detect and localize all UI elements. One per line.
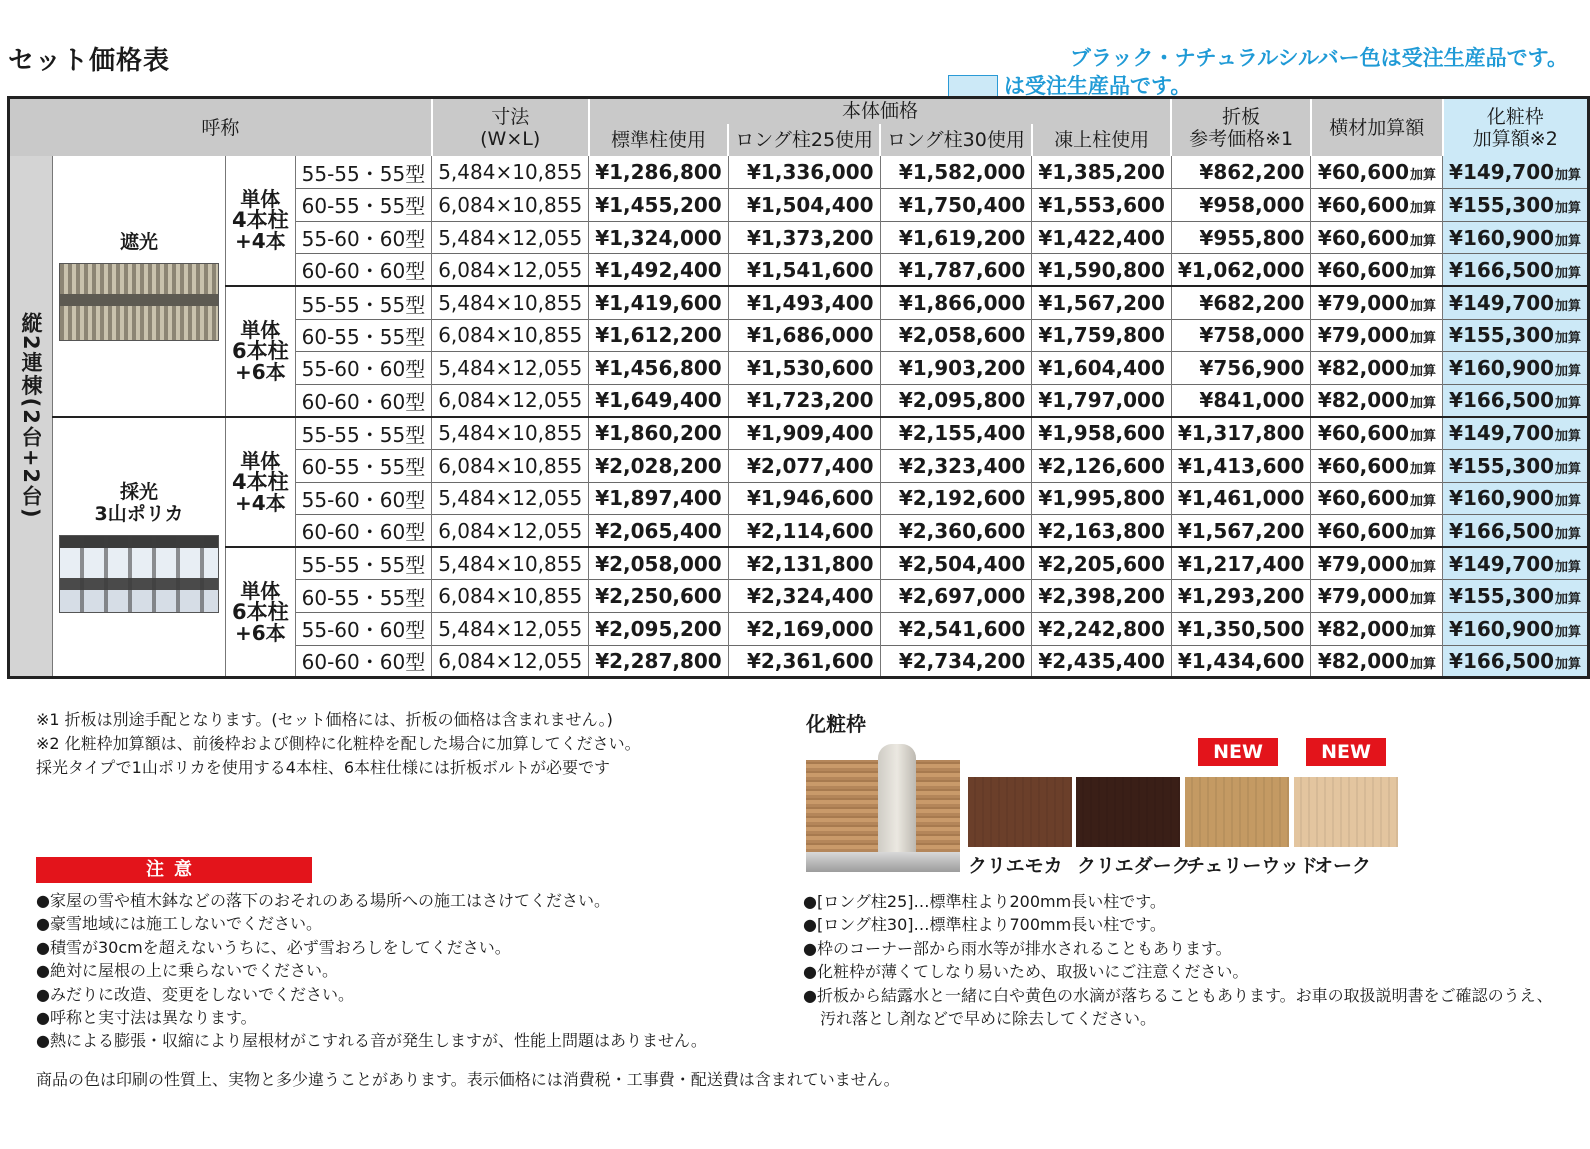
price-frost-cell: ¥1,553,600 <box>1032 189 1172 222</box>
post-config-line: 6本柱 <box>232 339 289 364</box>
header-orita-l2: 参考価格※1 <box>1189 127 1294 150</box>
post-config-line: 単体 <box>240 318 281 343</box>
footnote-1: ※1 折板は別途手配となります。(セット価格には、折板の価格は含まれません。) <box>36 710 613 729</box>
kasan-label: 加算 <box>1555 299 1582 315</box>
kesho-add-cell <box>1443 156 1589 189</box>
kesho-add-value: ¥155,300 <box>1449 192 1555 217</box>
price-orita-cell: ¥1,350,500 <box>1171 612 1311 645</box>
price-frost-cell: ¥2,398,200 <box>1032 580 1172 613</box>
price-long30-cell: ¥2,360,600 <box>880 515 1032 548</box>
swatch-label: オーク <box>1314 855 1372 877</box>
bto-color-swatch <box>948 75 998 97</box>
price-std-cell: ¥2,065,400 <box>589 515 729 548</box>
bto-note-line1: ブラック・ナチュラルシルバー色は受注生産品です。 <box>1069 46 1568 70</box>
price-orita-cell: ¥756,900 <box>1171 352 1311 385</box>
price-frost-cell: ¥1,958,600 <box>1032 417 1172 450</box>
price-long25-cell: ¥1,530,600 <box>728 352 880 385</box>
kasan-label: 加算 <box>1555 624 1582 640</box>
price-long30-cell: ¥1,582,000 <box>880 156 1032 189</box>
kasan-label: 加算 <box>1410 559 1437 575</box>
footnotes <box>36 708 641 780</box>
price-long25-cell: ¥2,324,400 <box>728 580 880 613</box>
price-frost-cell: ¥2,126,600 <box>1032 449 1172 482</box>
kasan-label: 加算 <box>1410 494 1437 510</box>
price-long30-cell: ¥1,619,200 <box>880 221 1032 254</box>
frame-corner-image <box>806 744 960 872</box>
kasan-label: 加算 <box>1555 265 1582 281</box>
price-long25-cell: ¥2,361,600 <box>728 645 880 678</box>
price-orita-cell: ¥958,000 <box>1171 189 1311 222</box>
kasan-label: 加算 <box>1555 396 1582 412</box>
size-cell: 5,484×10,855 <box>432 417 589 450</box>
frame-note: ●枠のコーナー部から雨水等が排水されることもあります。 <box>803 938 1232 958</box>
price-std-cell: ¥1,324,000 <box>589 221 729 254</box>
yoko-add-value: ¥60,600 <box>1317 225 1410 250</box>
price-long30-cell: ¥1,787,600 <box>880 254 1032 287</box>
price-frost-cell: ¥1,567,200 <box>1032 286 1172 319</box>
post-config-cell <box>226 286 296 416</box>
yoko-add-cell <box>1312 417 1443 450</box>
header-kesho <box>1443 98 1589 157</box>
price-long25-cell: ¥1,541,600 <box>728 254 880 287</box>
size-cell: 6,084×12,055 <box>432 515 589 548</box>
post-config-line: +6本 <box>234 620 286 645</box>
yoko-add-cell <box>1312 189 1443 222</box>
kasan-label: 加算 <box>1555 363 1582 379</box>
model-cell: 55-55・55型 <box>295 417 432 450</box>
price-frost-cell: ¥1,604,400 <box>1032 352 1172 385</box>
price-long30-cell: ¥2,155,400 <box>880 417 1032 450</box>
kasan-label: 加算 <box>1555 559 1582 575</box>
price-frost-cell: ¥2,435,400 <box>1032 645 1172 678</box>
price-long30-cell: ¥2,734,200 <box>880 645 1032 678</box>
roof-type-cell <box>53 156 226 417</box>
kesho-add-cell <box>1443 319 1589 352</box>
price-std-cell: ¥1,455,200 <box>589 189 729 222</box>
yoko-add-cell <box>1312 482 1443 515</box>
yoko-add-value: ¥82,000 <box>1317 648 1410 673</box>
model-cell: 60-55・55型 <box>295 189 432 222</box>
price-long30-cell: ¥2,058,600 <box>880 319 1032 352</box>
yoko-add-cell <box>1312 319 1443 352</box>
price-std-cell: ¥1,419,600 <box>589 286 729 319</box>
kesho-add-value: ¥166,500 <box>1449 388 1555 413</box>
kasan-label: 加算 <box>1555 331 1582 347</box>
size-cell: 6,084×10,855 <box>432 580 589 613</box>
roof-type-label <box>59 481 219 525</box>
frame-notes <box>803 890 1553 1030</box>
price-frost-cell: ¥1,759,800 <box>1032 319 1172 352</box>
price-long25-cell: ¥1,336,000 <box>728 156 880 189</box>
price-std-cell: ¥2,058,000 <box>589 547 729 580</box>
roof-type-name: 採光 <box>119 480 158 503</box>
kasan-label: 加算 <box>1410 299 1437 315</box>
disclaimer: 商品の色は印刷の性質上、実物と多少違うことがあります。表示価格には消費税・工事費・配送費は含まれていません。 <box>36 1070 900 1089</box>
yoko-add-cell <box>1312 254 1443 287</box>
size-cell: 5,484×12,055 <box>432 612 589 645</box>
price-long30-cell: ¥1,866,000 <box>880 286 1032 319</box>
header-size <box>432 98 589 157</box>
yoko-add-cell <box>1312 156 1443 189</box>
kasan-label: 加算 <box>1555 233 1582 249</box>
swatch-cherry-wood <box>1185 777 1289 847</box>
series-label: 縦2連棟(2台+2台) <box>19 312 43 520</box>
kasan-label: 加算 <box>1555 429 1582 445</box>
price-long25-cell: ¥2,169,000 <box>728 612 880 645</box>
yoko-add-value: ¥60,600 <box>1317 421 1410 446</box>
caution-item: ●熱による膨張・収縮により屋根材がこすれる音が発生しますが、性能上問題はありません。 <box>36 1031 707 1051</box>
yoko-add-value: ¥60,600 <box>1317 257 1410 282</box>
header-std: 標準柱使用 <box>589 124 729 157</box>
roof-type-name: 遮光 <box>119 230 158 253</box>
kesho-add-cell <box>1443 645 1589 678</box>
price-long30-cell: ¥1,903,200 <box>880 352 1032 385</box>
kasan-label: 加算 <box>1410 265 1437 281</box>
price-orita-cell: ¥758,000 <box>1171 319 1311 352</box>
price-std-cell: ¥1,897,400 <box>589 482 729 515</box>
price-frost-cell: ¥2,242,800 <box>1032 612 1172 645</box>
roof-photo <box>59 263 219 341</box>
price-frost-cell: ¥1,590,800 <box>1032 254 1172 287</box>
size-cell: 5,484×10,855 <box>432 286 589 319</box>
kesho-add-value: ¥155,300 <box>1449 453 1555 478</box>
footnote-2: ※2 化粧枠加算額は、前後枠および側枠に化粧枠を配した場合に加算してください。 <box>36 734 641 753</box>
new-badge: NEW <box>1198 738 1278 766</box>
post-config-line: 単体 <box>240 578 281 603</box>
price-long25-cell: ¥1,373,200 <box>728 221 880 254</box>
price-long25-cell: ¥2,114,600 <box>728 515 880 548</box>
price-long25-cell: ¥2,131,800 <box>728 547 880 580</box>
model-cell: 60-60・60型 <box>295 254 432 287</box>
kasan-label: 加算 <box>1410 396 1437 412</box>
yoko-add-cell <box>1312 352 1443 385</box>
model-cell: 55-55・55型 <box>295 286 432 319</box>
kasan-label: 加算 <box>1410 526 1437 542</box>
price-frost-cell: ¥2,163,800 <box>1032 515 1172 548</box>
price-long25-cell: ¥2,077,400 <box>728 449 880 482</box>
kasan-label: 加算 <box>1410 363 1437 379</box>
price-std-cell: ¥2,287,800 <box>589 645 729 678</box>
yoko-add-cell <box>1312 645 1443 678</box>
size-cell: 6,084×12,055 <box>432 645 589 678</box>
swatch-label: クリエモカ <box>968 855 1063 877</box>
price-long25-cell: ¥1,504,400 <box>728 189 880 222</box>
size-cell: 5,484×12,055 <box>432 352 589 385</box>
yoko-add-value: ¥60,600 <box>1317 192 1410 217</box>
price-std-cell: ¥1,492,400 <box>589 254 729 287</box>
yoko-add-cell <box>1312 547 1443 580</box>
post-config-line: 4本柱 <box>232 469 289 494</box>
size-cell: 5,484×12,055 <box>432 482 589 515</box>
kesho-add-cell <box>1443 482 1589 515</box>
yoko-add-value: ¥60,600 <box>1317 518 1410 543</box>
price-std-cell: ¥1,612,200 <box>589 319 729 352</box>
kasan-label: 加算 <box>1410 624 1437 640</box>
kasan-label: 加算 <box>1555 200 1582 216</box>
price-std-cell: ¥1,649,400 <box>589 384 729 417</box>
swatch-label: チェリーウッド <box>1186 855 1319 877</box>
price-long25-cell: ¥1,946,600 <box>728 482 880 515</box>
post-config-cell <box>226 547 296 677</box>
header-body-price: 本体価格 <box>589 98 1172 124</box>
table-row <box>9 547 1589 580</box>
price-long30-cell: ¥2,323,400 <box>880 449 1032 482</box>
price-frost-cell: ¥1,995,800 <box>1032 482 1172 515</box>
yoko-add-value: ¥60,600 <box>1317 486 1410 511</box>
kesho-add-value: ¥160,900 <box>1449 225 1555 250</box>
swatch-crie-dark <box>1076 777 1180 847</box>
kesho-add-value: ¥149,700 <box>1449 160 1555 185</box>
yoko-add-cell <box>1312 449 1443 482</box>
price-long30-cell: ¥1,750,400 <box>880 189 1032 222</box>
caution-item: ●豪雪地域には施工しないでください。 <box>36 914 322 934</box>
yoko-add-value: ¥79,000 <box>1317 551 1410 576</box>
size-cell: 6,084×12,055 <box>432 384 589 417</box>
model-cell: 60-55・55型 <box>295 319 432 352</box>
price-std-cell: ¥1,286,800 <box>589 156 729 189</box>
yoko-add-value: ¥82,000 <box>1317 388 1410 413</box>
price-std-cell: ¥1,860,200 <box>589 417 729 450</box>
kasan-label: 加算 <box>1555 461 1582 477</box>
post-config-cell <box>226 417 296 547</box>
kasan-label: 加算 <box>1555 526 1582 542</box>
header-name: 呼称 <box>9 98 432 157</box>
table-row <box>9 286 1589 319</box>
header-kesho-l2: 加算額※2 <box>1472 127 1558 150</box>
model-cell: 55-60・60型 <box>295 612 432 645</box>
roof-type-cell <box>53 417 226 678</box>
price-orita-cell: ¥955,800 <box>1171 221 1311 254</box>
kesho-add-value: ¥166,500 <box>1449 257 1555 282</box>
post-config-line: 6本柱 <box>232 599 289 624</box>
size-cell: 6,084×10,855 <box>432 189 589 222</box>
size-cell: 5,484×10,855 <box>432 156 589 189</box>
frame-note: ●[ロング柱30]…標準柱より700mm長い柱です。 <box>803 915 1166 935</box>
price-long30-cell: ¥2,504,400 <box>880 547 1032 580</box>
model-cell: 60-55・55型 <box>295 449 432 482</box>
price-long30-cell: ¥2,095,800 <box>880 384 1032 417</box>
header-kesho-l1: 化粧枠 <box>1486 105 1544 128</box>
kesho-add-value: ¥149,700 <box>1449 291 1555 316</box>
header-long30: ロング柱30使用 <box>880 124 1032 157</box>
kesho-add-cell <box>1443 384 1589 417</box>
post-config-line: 単体 <box>240 187 281 212</box>
header-orita-l1: 折板 <box>1222 105 1261 128</box>
header-frost: 凍上柱使用 <box>1032 124 1172 157</box>
price-table <box>7 96 1590 679</box>
kesho-add-value: ¥149,700 <box>1449 421 1555 446</box>
kasan-label: 加算 <box>1410 200 1437 216</box>
size-cell: 6,084×10,855 <box>432 319 589 352</box>
post-config-cell <box>226 156 296 286</box>
kesho-add-cell <box>1443 612 1589 645</box>
swatch-label: クリエダーク <box>1077 855 1191 877</box>
build-to-order-note <box>948 44 1568 100</box>
swatch-crie-mocha <box>968 777 1072 847</box>
caution-item: ●絶対に屋根の上に乗らないでください。 <box>36 961 338 981</box>
header-size-label: 寸法 <box>491 105 530 128</box>
yoko-add-value: ¥60,600 <box>1317 453 1410 478</box>
series-label-cell <box>9 156 53 678</box>
page-title: セット価格表 <box>8 46 171 76</box>
caution-item: ●呼称と実寸法は異なります。 <box>36 1008 257 1028</box>
price-frost-cell: ¥1,385,200 <box>1032 156 1172 189</box>
size-cell: 5,484×12,055 <box>432 221 589 254</box>
kesho-add-cell <box>1443 352 1589 385</box>
kesho-add-cell <box>1443 286 1589 319</box>
frame-note: ●化粧枠が薄くてしなり易いため、取扱いにご注意ください。 <box>803 962 1249 982</box>
price-long25-cell: ¥1,909,400 <box>728 417 880 450</box>
bto-note-line2: は受注生産品です。 <box>1004 74 1192 98</box>
header-orita <box>1171 98 1311 157</box>
model-cell: 55-55・55型 <box>295 156 432 189</box>
yoko-add-value: ¥82,000 <box>1317 355 1410 380</box>
frame-note: ●[ロング柱25]…標準柱より200mm長い柱です。 <box>803 892 1166 911</box>
caution-item: ●積雪が30cmを超えないうちに、必ず雪おろしをしてください。 <box>36 937 511 957</box>
caution-list <box>36 889 707 1053</box>
price-orita-cell: ¥841,000 <box>1171 384 1311 417</box>
post-config-line: +6本 <box>234 360 286 385</box>
price-orita-cell: ¥1,567,200 <box>1171 515 1311 548</box>
model-cell: 60-60・60型 <box>295 645 432 678</box>
roof-type-label <box>59 231 219 253</box>
price-orita-cell: ¥682,200 <box>1171 286 1311 319</box>
yoko-add-cell <box>1312 221 1443 254</box>
table-row <box>9 156 1589 189</box>
kesho-add-cell <box>1443 254 1589 287</box>
header-long25: ロング柱25使用 <box>728 124 880 157</box>
frame-section-title: 化粧枠 <box>806 712 866 736</box>
price-long25-cell: ¥1,723,200 <box>728 384 880 417</box>
caution-item: ●家屋の雪や植木鉢などの落下のおそれのある場所への施工はさけてください。 <box>36 891 610 910</box>
price-table-header <box>9 98 1589 157</box>
roof-type-sub: 3山ポリカ <box>94 502 184 525</box>
caution-title: 注意 <box>36 857 312 883</box>
new-badge: NEW <box>1306 738 1386 766</box>
kesho-add-value: ¥155,300 <box>1449 584 1555 609</box>
size-cell: 6,084×10,855 <box>432 449 589 482</box>
model-cell: 55-60・60型 <box>295 352 432 385</box>
kasan-label: 加算 <box>1555 592 1582 608</box>
kasan-label: 加算 <box>1410 592 1437 608</box>
price-frost-cell: ¥2,205,600 <box>1032 547 1172 580</box>
kasan-label: 加算 <box>1410 429 1437 445</box>
swatch-oak <box>1294 777 1398 847</box>
price-orita-cell: ¥1,413,600 <box>1171 449 1311 482</box>
kesho-add-cell <box>1443 417 1589 450</box>
kesho-add-value: ¥166,500 <box>1449 518 1555 543</box>
yoko-add-value: ¥79,000 <box>1317 291 1410 316</box>
yoko-add-value: ¥79,000 <box>1317 584 1410 609</box>
price-long25-cell: ¥1,686,000 <box>728 319 880 352</box>
kesho-add-value: ¥160,900 <box>1449 355 1555 380</box>
price-std-cell: ¥1,456,800 <box>589 352 729 385</box>
price-orita-cell: ¥1,461,000 <box>1171 482 1311 515</box>
yoko-add-cell <box>1312 515 1443 548</box>
price-orita-cell: ¥1,434,600 <box>1171 645 1311 678</box>
kesho-add-value: ¥155,300 <box>1449 323 1555 348</box>
kasan-label: 加算 <box>1410 168 1437 184</box>
yoko-add-cell <box>1312 612 1443 645</box>
price-orita-cell: ¥1,293,200 <box>1171 580 1311 613</box>
size-cell: 6,084×12,055 <box>432 254 589 287</box>
model-cell: 55-60・60型 <box>295 482 432 515</box>
kasan-label: 加算 <box>1410 331 1437 347</box>
price-long30-cell: ¥2,192,600 <box>880 482 1032 515</box>
model-cell: 55-55・55型 <box>295 547 432 580</box>
kesho-add-cell <box>1443 189 1589 222</box>
price-orita-cell: ¥1,062,000 <box>1171 254 1311 287</box>
kesho-add-cell <box>1443 515 1589 548</box>
price-std-cell: ¥2,028,200 <box>589 449 729 482</box>
kasan-label: 加算 <box>1410 656 1437 672</box>
price-long30-cell: ¥2,541,600 <box>880 612 1032 645</box>
yoko-add-cell <box>1312 286 1443 319</box>
kesho-add-value: ¥160,900 <box>1449 616 1555 641</box>
price-frost-cell: ¥1,422,400 <box>1032 221 1172 254</box>
kesho-add-value: ¥160,900 <box>1449 486 1555 511</box>
price-std-cell: ¥2,095,200 <box>589 612 729 645</box>
table-row <box>9 417 1589 450</box>
kesho-add-value: ¥166,500 <box>1449 648 1555 673</box>
kasan-label: 加算 <box>1410 233 1437 249</box>
kesho-add-cell <box>1443 449 1589 482</box>
price-long30-cell: ¥2,697,000 <box>880 580 1032 613</box>
model-cell: 60-55・55型 <box>295 580 432 613</box>
price-table-body <box>9 156 1589 678</box>
size-cell: 5,484×10,855 <box>432 547 589 580</box>
price-orita-cell: ¥862,200 <box>1171 156 1311 189</box>
price-orita-cell: ¥1,217,400 <box>1171 547 1311 580</box>
price-long25-cell: ¥1,493,400 <box>728 286 880 319</box>
yoko-add-cell <box>1312 384 1443 417</box>
kesho-add-cell <box>1443 580 1589 613</box>
post-config-line: +4本 <box>234 490 286 515</box>
kesho-add-cell <box>1443 547 1589 580</box>
post-config-line: 4本柱 <box>232 208 289 233</box>
post-config-line: +4本 <box>234 229 286 254</box>
yoko-add-value: ¥60,600 <box>1317 160 1410 185</box>
caution-item: ●みだりに改造、変更をしないでください。 <box>36 984 354 1004</box>
kasan-label: 加算 <box>1555 656 1582 672</box>
price-orita-cell: ¥1,317,800 <box>1171 417 1311 450</box>
price-frost-cell: ¥1,797,000 <box>1032 384 1172 417</box>
frame-note: ●折板から結露水と一緒に白や黄色の水滴が落ちることもあります。お車の取扱説明書をご確認のうえ、汚れ落とし剤などで早めに除去してください。 <box>803 985 1553 1029</box>
kasan-label: 加算 <box>1410 461 1437 477</box>
header-size-sub: (W×L) <box>480 127 541 150</box>
header-yoko: 横材加算額 <box>1312 98 1443 157</box>
yoko-add-cell <box>1312 580 1443 613</box>
yoko-add-value: ¥79,000 <box>1317 323 1410 348</box>
yoko-add-value: ¥82,000 <box>1317 616 1410 641</box>
kasan-label: 加算 <box>1555 494 1582 510</box>
footnote-3: 採光タイプで1山ポリカを使用する4本柱、6本柱仕様には折板ボルトが必要です <box>36 758 611 777</box>
post-config-line: 単体 <box>240 448 281 473</box>
price-std-cell: ¥2,250,600 <box>589 580 729 613</box>
model-cell: 60-60・60型 <box>295 384 432 417</box>
model-cell: 60-60・60型 <box>295 515 432 548</box>
kesho-add-value: ¥149,700 <box>1449 551 1555 576</box>
kasan-label: 加算 <box>1555 168 1582 184</box>
model-cell: 55-60・60型 <box>295 221 432 254</box>
roof-photo <box>59 535 219 613</box>
kesho-add-cell <box>1443 221 1589 254</box>
